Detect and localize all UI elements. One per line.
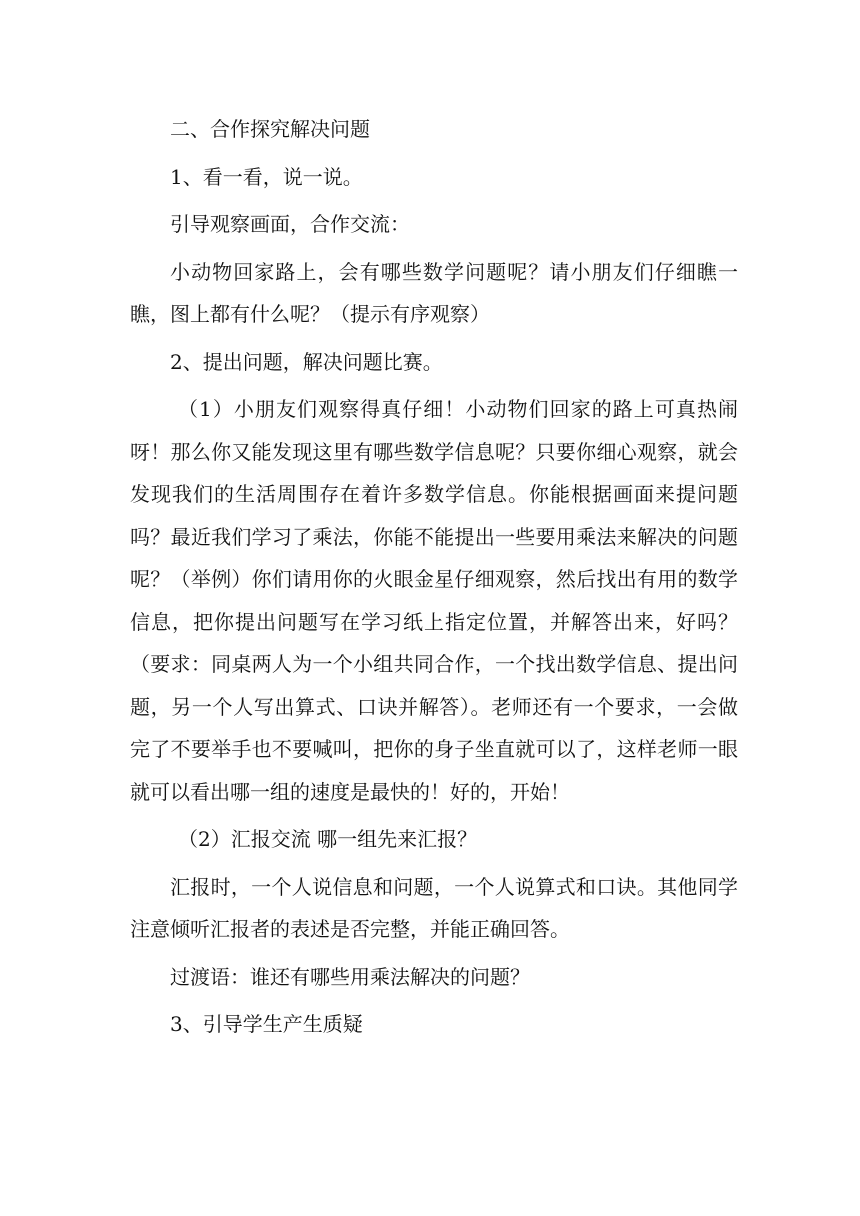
paragraph-report-detail: 汇报时，一个人说信息和问题，一个人说算式和口诀。其他同学注意倾听汇报者的表述是否完整，并能正确回答。 xyxy=(130,874,738,941)
step-heading-1: 1、看一看，说一说。 xyxy=(170,164,363,189)
paragraph-report: （2）汇报交流 哪一组先来汇报？ xyxy=(178,827,478,851)
section-heading: 二、合作探究解决问题 xyxy=(170,117,370,141)
paragraph-transition: 过渡语：谁还有哪些用乘法解决的问题？ xyxy=(170,964,530,989)
paragraph-activity: （1）小朋友们观察得真仔细！小动物们回家的路上可真热闹呀！那么你又能发现这里有哪些数学信息呢？只要你细心观察，就会发现我们的生活周围存在着许多数学信息。你能根据画面来提问题吗？最近我们学习了乘法，你能不能提出一些要用乘法来解决的问题呢？（举例）你们请用你的火眼金星仔细观察，然后找出有用的数学信息，把你提出问题写在学习纸上指定位置，并解答出来，好吗？（要求：同桌两人为一个小组共同合作，一个找出数学信息、提出问题，另一个人写出算式、口诀并解答）。老师还有一个要求，一会做完了不要举手也不要喊叫，把你的身子坐直就可以了，这样老师一眼就可以看出哪一组的速度是最快的！好的，开始！ xyxy=(130,397,738,804)
document-page xyxy=(130,108,738,1046)
step-heading-2: 2、提出问题，解决问题比赛。 xyxy=(170,349,443,374)
paragraph-guide: 引导观察画面，合作交流： xyxy=(170,212,410,236)
paragraph-question: 小动物回家路上，会有哪些数学问题呢？请小朋友们仔细瞧一瞧，图上都有什么呢？（提示有序观察） xyxy=(130,259,738,326)
step-heading-3: 3、引导学生产生质疑 xyxy=(170,1012,363,1036)
